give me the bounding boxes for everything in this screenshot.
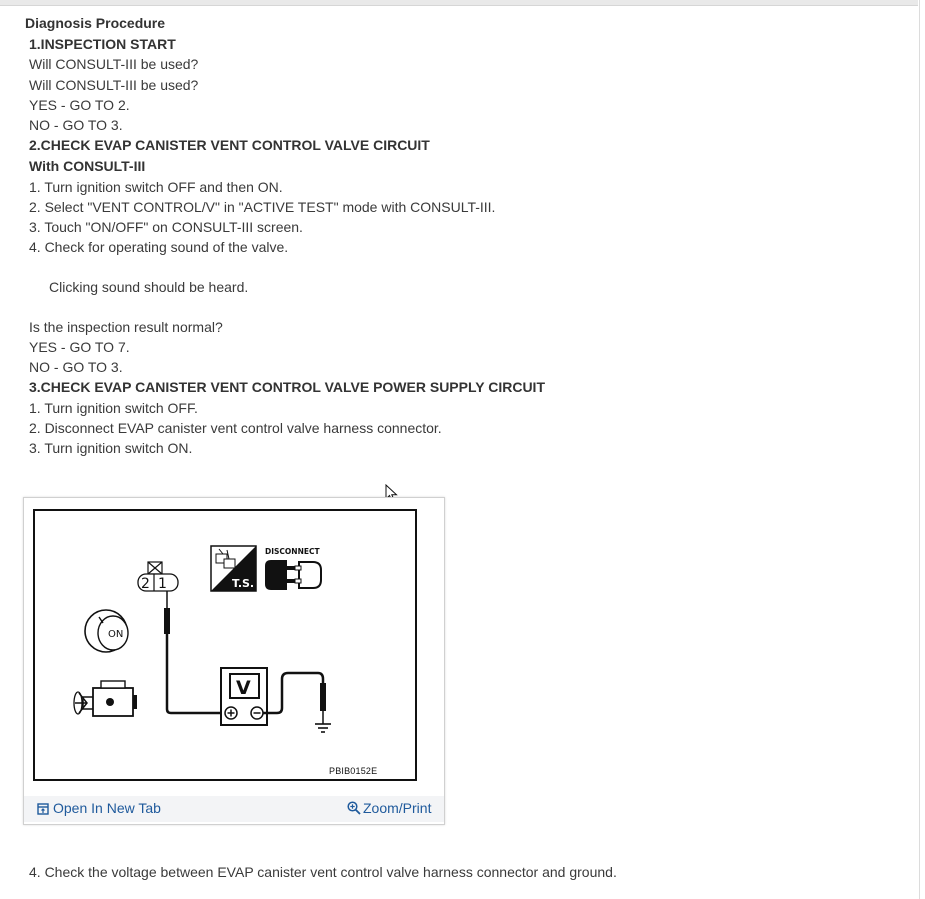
voltage-check-diagram xyxy=(33,509,417,781)
doc-line: 2. Select "VENT CONTROL/V" in "ACTIVE TEST" mode with CONSULT-III. xyxy=(29,199,496,215)
zoom-icon xyxy=(347,801,361,815)
positive-probe xyxy=(164,591,221,713)
zoom-print-link[interactable] xyxy=(347,800,431,816)
doc-line: YES - GO TO 7. xyxy=(29,339,130,355)
step-1-heading: 1.INSPECTION START xyxy=(29,36,176,52)
doc-line: 1. Turn ignition switch OFF and then ON. xyxy=(29,179,283,195)
top-toolbar-edge xyxy=(0,0,918,6)
doc-line: 1. Turn ignition switch OFF. xyxy=(29,400,198,416)
doc-line: Will CONSULT-III be used? xyxy=(29,56,199,72)
voltmeter-label: V xyxy=(236,677,251,699)
ground-symbol-icon xyxy=(315,724,331,732)
disconnect-icon xyxy=(265,547,321,590)
engine-icon xyxy=(74,681,137,716)
test-symbol-icon xyxy=(211,546,256,591)
doc-title: Diagnosis Procedure xyxy=(25,15,166,31)
ts-label: T.S. xyxy=(232,577,255,590)
step-2-subheading: With CONSULT-III xyxy=(29,158,146,174)
doc-line: YES - GO TO 2. xyxy=(29,97,130,113)
step-2-heading: 2.CHECK EVAP CANISTER VENT CONTROL VALVE CIRCUIT xyxy=(29,137,430,153)
open-new-tab-icon xyxy=(37,803,49,815)
ground-probe xyxy=(263,673,326,724)
voltmeter-icon xyxy=(221,668,267,725)
step-3-heading: 3.CHECK EVAP CANISTER VENT CONTROL VALVE POWER SUPPLY CIRCUIT xyxy=(29,379,545,395)
doc-line: NO - GO TO 3. xyxy=(29,117,123,133)
doc-note: Clicking sound should be heard. xyxy=(49,279,249,295)
terminal-1-label: 1 xyxy=(158,576,167,592)
doc-line: NO - GO TO 3. xyxy=(29,359,123,375)
doc-line: 3. Touch "ON/OFF" on CONSULT-III screen. xyxy=(29,219,303,235)
doc-line: Will CONSULT-III be used? xyxy=(29,77,199,93)
doc-line: Is the inspection result normal? xyxy=(29,319,223,335)
on-label: ON xyxy=(108,629,124,640)
ignition-on-icon xyxy=(85,610,128,652)
terminal-2-label: 2 xyxy=(141,576,150,592)
doc-line: 2. Disconnect EVAP canister vent control valve harness connector. xyxy=(29,420,442,436)
zoom-print-label: Zoom/Print xyxy=(363,800,432,816)
figure-toolbar xyxy=(24,796,444,822)
scrollbar-track[interactable] xyxy=(919,0,920,899)
open-in-new-tab-link[interactable] xyxy=(37,800,161,816)
disconnect-label: DISCONNECT xyxy=(265,547,320,556)
figure-code: PBIB0152E xyxy=(329,766,378,776)
harness-connector-icon xyxy=(138,562,178,592)
open-in-new-tab-label: Open In New Tab xyxy=(53,800,161,816)
doc-line: 4. Check for operating sound of the valve. xyxy=(29,239,289,255)
wiring-figure xyxy=(23,497,445,825)
doc-line: 3. Turn ignition switch ON. xyxy=(29,440,193,456)
doc-line-after-figure: 4. Check the voltage between EVAP canister vent control valve harness connector and ground. xyxy=(29,864,617,880)
